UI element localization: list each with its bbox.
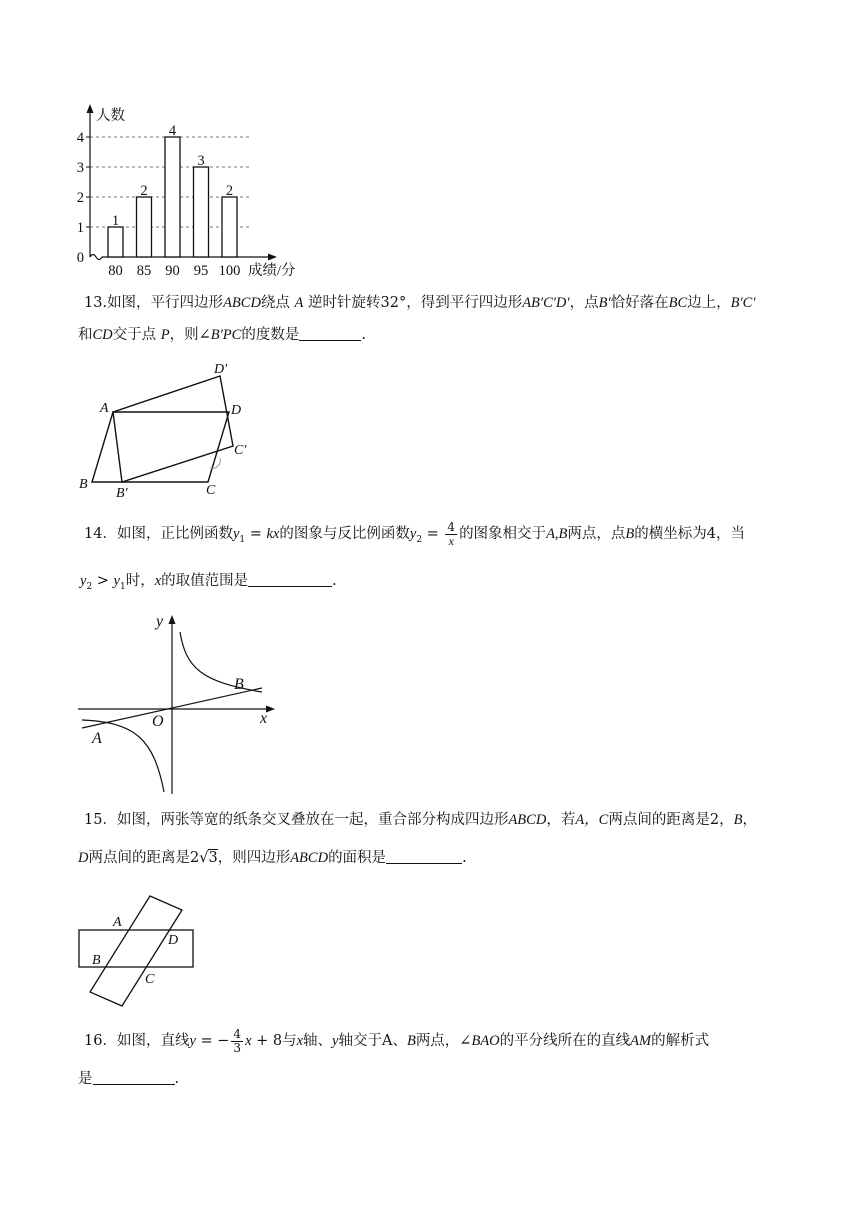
y-axis-arrow — [87, 104, 94, 113]
q13-b-prime: B′ — [598, 295, 611, 311]
q15-ac: A，C — [575, 812, 609, 828]
y-tick-label: 3 — [76, 160, 84, 176]
label-c: C — [145, 972, 155, 987]
q13-line2 — [78, 325, 366, 345]
label-b: B — [92, 953, 101, 968]
label-d: D — [231, 403, 242, 418]
label-y: y — [156, 613, 164, 630]
q15-abcd: ABCD — [290, 850, 329, 866]
q16-y-axis: y — [332, 1033, 339, 1049]
axis-break-mark — [90, 255, 104, 260]
x-tick-label: 80 — [108, 263, 123, 279]
q13-text: ，点 — [569, 295, 599, 311]
q13-text: 边上， — [687, 295, 731, 311]
q13-text: 的度数是 — [241, 327, 300, 343]
q16-fraction — [231, 1028, 243, 1055]
q13-point-p: P — [160, 327, 170, 343]
y-tick-label: 2 — [76, 190, 84, 206]
q15-line2 — [78, 848, 467, 868]
q16-text: 的解析式 — [651, 1033, 710, 1049]
q14-eq: = — [245, 526, 267, 542]
q14-ab: A,B — [546, 526, 568, 542]
q14-number: 14． — [84, 526, 117, 542]
q16-text: 如图，直线 — [116, 1033, 190, 1049]
y-tick-label: 4 — [76, 130, 84, 146]
q16-plus: + 8 — [251, 1033, 283, 1049]
bar — [165, 137, 180, 257]
q13-number: 13. — [84, 295, 108, 311]
q13-bc-prime: B′C′ — [730, 295, 756, 311]
q14-end: . — [332, 573, 337, 589]
q15-abcd: ABCD — [508, 812, 547, 828]
bar — [194, 167, 209, 257]
q16-number: 16． — [84, 1033, 117, 1049]
bar — [222, 197, 237, 257]
q16-text: 轴交于 — [338, 1033, 382, 1049]
q14-frac-num: 4 — [447, 519, 456, 534]
q14-sub: 1 — [239, 534, 246, 545]
q15-d: D — [78, 850, 89, 866]
label-o: O — [152, 713, 164, 730]
q16-x: x — [245, 1033, 252, 1049]
q15-sqrt: √ — [199, 850, 209, 866]
parallelogram-ab'c'd' — [113, 376, 233, 482]
x-axis-title: 成绩/分 — [248, 263, 296, 279]
x-tick-label: 85 — [136, 263, 152, 279]
bar — [137, 197, 152, 257]
q14-line1 — [84, 520, 745, 554]
x-axis-arrow — [268, 254, 277, 261]
q16-text: 与 — [282, 1033, 297, 1049]
q16-text: 、 — [392, 1033, 407, 1049]
q16-eq: = − — [195, 1033, 230, 1049]
q15-text: 如图，两张等宽的纸条交叉叠放在一起，重合部分构成四边形 — [116, 812, 509, 828]
q13-text: 逆时针旋转32°，得到平行四边形 — [308, 295, 523, 311]
q16-text: 两点，∠ — [415, 1033, 472, 1049]
q14-text: 的横坐标为4，当 — [634, 526, 745, 542]
q15-line1 — [84, 810, 757, 830]
x-tick-label: 95 — [193, 263, 209, 279]
bar — [108, 227, 123, 257]
q15-text: 两点间的距离是 — [88, 850, 190, 866]
q16-a: A — [381, 1033, 393, 1049]
q13-bc: BC — [668, 295, 688, 311]
q16-x-axis: x — [296, 1033, 304, 1049]
label-d: D — [168, 933, 179, 948]
q14-text: 时， — [125, 573, 155, 589]
q13-point-a: A — [294, 295, 304, 311]
q16-b: B — [406, 1033, 416, 1049]
q13-text: 恰好落在 — [610, 295, 669, 311]
bar-data-label: 1 — [111, 213, 120, 229]
bar-data-label: 2 — [140, 183, 148, 199]
q15-text: 的面积是 — [328, 850, 387, 866]
q13-cd: CD — [92, 327, 113, 343]
q15-three: 3 — [208, 850, 218, 866]
q13-abcd: ABCD — [223, 295, 261, 311]
q14-sub: 2 — [416, 534, 423, 545]
q15-number: 15． — [84, 812, 117, 828]
bar-data-label: 4 — [168, 123, 177, 139]
y-tick-label: 1 — [76, 220, 84, 236]
q14-sub: 1 — [119, 581, 126, 592]
parallelogram-abcd — [92, 412, 229, 482]
q14-text: 的图象相交于 — [459, 526, 547, 542]
y-axis-arrow — [169, 615, 176, 624]
q16-frac-den: 3 — [233, 1040, 242, 1055]
q13-text: 绕点 — [260, 295, 290, 311]
label-a: A — [100, 401, 109, 416]
q13-parallelogram-figure — [76, 358, 266, 503]
q14-y2: y — [80, 573, 87, 589]
q16-answer-blank — [93, 1070, 175, 1085]
q14-kx: kx — [266, 526, 280, 542]
q14-line2 — [80, 571, 337, 597]
q13-answer-blank — [299, 326, 361, 341]
q15-answer-blank — [386, 849, 462, 864]
y-axis-title: 人数 — [96, 108, 125, 124]
q16-am: AM — [630, 1033, 652, 1049]
q14-text: 两点，点 — [567, 526, 626, 542]
q16-end: . — [174, 1071, 180, 1087]
label-b-prime: B′ — [116, 486, 128, 501]
y-tick-label: 0 — [76, 250, 84, 266]
q13-text: 交于点 — [112, 327, 157, 343]
q14-text: 的取值范围是 — [161, 573, 249, 589]
score-bar-chart — [70, 100, 300, 285]
q15-two: 2 — [189, 850, 200, 866]
q13-line1 — [84, 293, 756, 313]
label-d-prime: D′ — [214, 362, 228, 377]
q15-text: 两点间的距离是2， — [608, 812, 734, 828]
q14-gt: > — [92, 573, 114, 589]
q13-text: ，则∠ — [169, 327, 211, 343]
q15-paper-strips-figure — [76, 888, 206, 1013]
q16-text: 的平分线所在的直线 — [499, 1033, 631, 1049]
label-b: B — [234, 676, 244, 693]
q15-b: B — [733, 812, 743, 828]
q14-frac-den: x — [448, 533, 454, 548]
q16-text: 是 — [78, 1071, 93, 1087]
q15-text: ， — [742, 812, 757, 828]
q14-function-graph — [76, 608, 286, 798]
q14-eq: = — [422, 526, 444, 542]
hyperbola-branch-1 — [180, 632, 262, 692]
label-x: x — [260, 710, 268, 727]
q14-y1: y — [232, 526, 240, 542]
q14-fraction — [445, 521, 457, 548]
q15-text: ，若 — [546, 812, 576, 828]
slanted-strip — [90, 896, 182, 1006]
q16-line1 — [84, 1026, 709, 1056]
q16-y: y — [189, 1033, 196, 1049]
q13-end: . — [361, 327, 366, 343]
q13-text: 如图，平行四边形 — [107, 295, 224, 311]
q16-frac-num: 4 — [233, 1026, 242, 1041]
q13-angle: B′PC — [210, 327, 242, 343]
bar-data-label: 3 — [197, 153, 205, 169]
q13-abcd-prime: AB′C′D′ — [522, 295, 570, 311]
label-a: A — [113, 915, 122, 930]
q14-x: x — [154, 573, 162, 589]
q14-text: 的图象与反比例函数 — [279, 526, 410, 542]
q14-sub: 2 — [86, 581, 93, 592]
bar-data-label: 2 — [225, 183, 234, 199]
q14-y1: y — [113, 573, 120, 589]
q13-text: 和 — [78, 327, 93, 343]
x-tick-label: 90 — [165, 263, 180, 279]
label-c: C — [206, 483, 216, 498]
q16-bao: BAO — [471, 1033, 500, 1049]
q14-y2: y — [409, 526, 417, 542]
q16-text: 轴、 — [303, 1033, 333, 1049]
x-axis-arrow — [266, 706, 275, 713]
q16-line2 — [78, 1069, 179, 1089]
q14-text: 如图，正比例函数 — [116, 526, 233, 542]
label-b: B — [79, 477, 88, 492]
q15-text: ，则四边形 — [217, 850, 291, 866]
q14-b: B — [625, 526, 635, 542]
label-c-prime: C′ — [234, 443, 247, 458]
q15-end: . — [462, 850, 467, 866]
x-tick-label: 100 — [218, 263, 241, 279]
q14-answer-blank — [248, 572, 332, 587]
label-a: A — [92, 730, 102, 747]
